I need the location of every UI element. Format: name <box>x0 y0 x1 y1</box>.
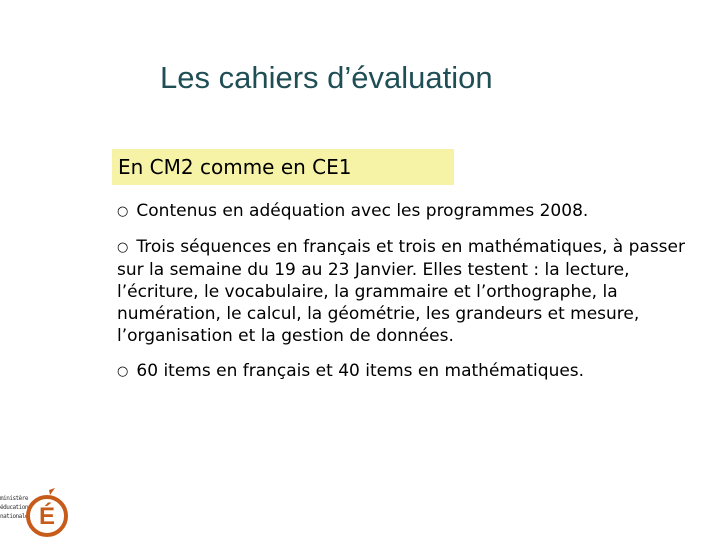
logo-line: nationale <box>0 513 29 520</box>
ministere-education-logo-icon <box>0 486 72 540</box>
bullet-item <box>117 236 697 347</box>
bullet-text: Trois séquences en français et trois en mathématiques, à passer sur la semaine du 19 au 23 Janvier. Elles testent : la lecture, l’écriture, le vocabulaire, la grammaire et l’orthographe, la numération, le calcul, la géométrie, les grandeurs et mesure, l’organisation et la gestion de données. <box>117 237 685 346</box>
slide-subtitle-text: En CM2 comme en CE1 <box>118 155 352 179</box>
logo-line: ministère <box>0 495 29 502</box>
logo-line: éducation <box>0 504 29 511</box>
bullet-item <box>117 360 697 383</box>
logo-letter: É <box>38 503 56 530</box>
slide-title: Les cahiers d’évaluation <box>160 60 493 95</box>
bullet-list <box>117 200 697 383</box>
ministere-education-logo <box>0 486 72 540</box>
circle-bullet-icon: ○ <box>117 240 129 255</box>
circle-bullet-icon: ○ <box>117 364 129 379</box>
bullet-item <box>117 200 697 223</box>
circle-bullet-icon: ○ <box>117 204 129 219</box>
bullet-text: 60 items en français et 40 items en mathématiques. <box>136 361 585 381</box>
slide-subtitle-banner <box>112 149 454 185</box>
bullet-text: Contenus en adéquation avec les programmes 2008. <box>136 201 589 221</box>
